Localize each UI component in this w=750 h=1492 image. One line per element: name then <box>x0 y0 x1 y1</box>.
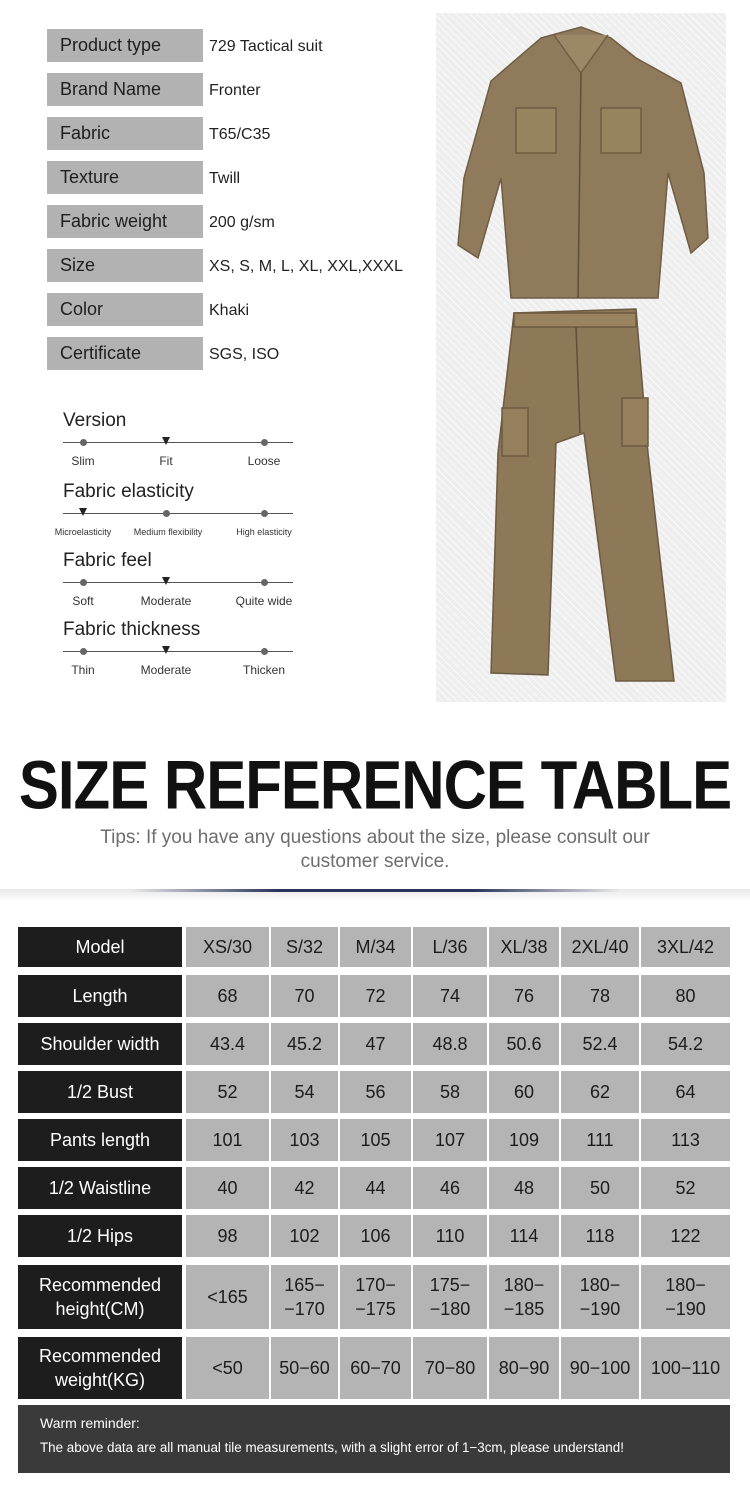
table-cell: 44 <box>340 1167 411 1209</box>
table-row-label: Length <box>18 975 182 1017</box>
scale-selected-marker <box>162 437 170 445</box>
table-cell: 170− −175 <box>340 1265 411 1329</box>
table-cell: 102 <box>271 1215 338 1257</box>
table-cell: 114 <box>489 1215 559 1257</box>
scale-option-label: Soft <box>72 594 94 608</box>
table-row-label: 1/2 Bust <box>18 1071 182 1113</box>
scale-selected-marker <box>162 577 170 585</box>
table-row-label: Recommended weight(KG) <box>18 1337 182 1399</box>
table-cell: 52 <box>641 1167 730 1209</box>
scale-track <box>63 442 293 443</box>
table-cell: 180− −190 <box>561 1265 639 1329</box>
scale-dot <box>80 439 87 446</box>
scale-option-label: Thin <box>71 663 95 677</box>
table-cell: 113 <box>641 1119 730 1161</box>
table-cell: 43.4 <box>186 1023 269 1065</box>
scale-dot <box>261 648 268 655</box>
size-column-header: M/34 <box>340 927 411 967</box>
scale-option-label: Slim <box>71 454 95 468</box>
reminder-title: Warm reminder: <box>40 1415 140 1431</box>
table-cell: 101 <box>186 1119 269 1161</box>
scale-option-label: Loose <box>247 454 281 468</box>
scale-title: Fabric elasticity <box>63 481 194 502</box>
product-photo <box>436 13 726 702</box>
table-cell: 60 <box>489 1071 559 1113</box>
scale-title: Version <box>63 410 127 431</box>
table-cell: 42 <box>271 1167 338 1209</box>
table-cell: 50.6 <box>489 1023 559 1065</box>
table-cell: 40 <box>186 1167 269 1209</box>
table-cell: 78 <box>561 975 639 1017</box>
table-cell: <165 <box>186 1265 269 1329</box>
spec-label: Fabric <box>47 117 203 150</box>
table-cell: 122 <box>641 1215 730 1257</box>
spec-label: Brand Name <box>47 73 203 106</box>
table-cell: 64 <box>641 1071 730 1113</box>
table-cell: 52 <box>186 1071 269 1113</box>
table-cell: 48.8 <box>413 1023 487 1065</box>
khaki-tactical-suit-icon <box>436 13 726 702</box>
table-header-label: Model <box>18 927 182 967</box>
spec-value: Twill <box>209 170 241 187</box>
table-cell: 111 <box>561 1119 639 1161</box>
table-cell: 62 <box>561 1071 639 1113</box>
table-cell: 45.2 <box>271 1023 338 1065</box>
spec-value: Khaki <box>209 302 250 319</box>
spec-label: Fabric weight <box>47 205 203 238</box>
reminder-text: The above data are all manual tile measurements, with a slight error of 1−3cm, please understand! <box>40 1440 624 1455</box>
table-cell: <50 <box>186 1337 269 1399</box>
table-row-label: 1/2 Waistline <box>18 1167 182 1209</box>
table-cell: 109 <box>489 1119 559 1161</box>
table-cell: 76 <box>489 975 559 1017</box>
scale-title: Fabric thickness <box>63 619 201 640</box>
table-row-label: Shoulder width <box>18 1023 182 1065</box>
scale-dot <box>261 510 268 517</box>
spec-label: Certificate <box>47 337 203 370</box>
scale-1 <box>54 481 306 547</box>
scale-track <box>63 513 293 514</box>
scale-option-label: Fit <box>159 454 173 468</box>
spec-label: Color <box>47 293 203 326</box>
size-reference-title: SIZE REFERENCE TABLE <box>18 746 732 824</box>
table-cell: 54.2 <box>641 1023 730 1065</box>
scale-dot <box>80 648 87 655</box>
scale-dot <box>80 579 87 586</box>
table-cell: 100−110 <box>641 1337 730 1399</box>
table-cell: 50−60 <box>271 1337 338 1399</box>
scale-track <box>63 582 293 583</box>
size-tips: Tips: If you have any questions about the size, please consult our customer service. <box>100 827 650 872</box>
table-cell: 110 <box>413 1215 487 1257</box>
table-cell: 103 <box>271 1119 338 1161</box>
table-cell: 46 <box>413 1167 487 1209</box>
table-cell: 80 <box>641 975 730 1017</box>
size-column-header: XS/30 <box>186 927 269 967</box>
table-row-label: 1/2 Hips <box>18 1215 182 1257</box>
scale-track <box>63 651 293 652</box>
spec-value: XS, S, M, L, XL, XXL,XXXL <box>209 258 403 275</box>
scale-selected-marker <box>79 508 87 516</box>
table-cell: 48 <box>489 1167 559 1209</box>
size-column-header: 3XL/42 <box>641 927 730 967</box>
spec-value: SGS, ISO <box>209 346 280 363</box>
scale-dot <box>163 510 170 517</box>
table-cell: 180− −185 <box>489 1265 559 1329</box>
scale-dot <box>261 579 268 586</box>
scale-option-label: Moderate <box>140 663 192 677</box>
scale-selected-marker <box>162 646 170 654</box>
scale-title: Fabric feel <box>63 550 152 571</box>
scale-dot <box>261 439 268 446</box>
size-column-header: L/36 <box>413 927 487 967</box>
table-cell: 74 <box>413 975 487 1017</box>
spec-value: T65/C35 <box>209 126 271 143</box>
table-cell: 52.4 <box>561 1023 639 1065</box>
scale-option-label: Thicken <box>242 663 286 677</box>
spec-label: Texture <box>47 161 203 194</box>
table-cell: 90−100 <box>561 1337 639 1399</box>
table-cell: 54 <box>271 1071 338 1113</box>
spec-value: 729 Tactical suit <box>209 38 323 55</box>
table-cell: 70 <box>271 975 338 1017</box>
table-cell: 105 <box>340 1119 411 1161</box>
spec-label: Size <box>47 249 203 282</box>
table-cell: 58 <box>413 1071 487 1113</box>
table-cell: 60−70 <box>340 1337 411 1399</box>
spec-label: Product type <box>47 29 203 62</box>
scale-option-label: Quite wide <box>235 594 293 608</box>
table-row-label: Recommended height(CM) <box>18 1265 182 1329</box>
table-cell: 180− −190 <box>641 1265 730 1329</box>
scale-3 <box>58 619 306 685</box>
table-cell: 106 <box>340 1215 411 1257</box>
table-cell: 72 <box>340 975 411 1017</box>
table-cell: 165− −170 <box>271 1265 338 1329</box>
size-column-header: 2XL/40 <box>561 927 639 967</box>
scale-option-label: Microelasticity <box>54 527 112 537</box>
table-cell: 98 <box>186 1215 269 1257</box>
scale-0 <box>58 410 306 476</box>
spec-value: Fronter <box>209 82 261 99</box>
warm-reminder <box>18 1405 730 1473</box>
table-cell: 68 <box>186 975 269 1017</box>
scale-option-label: Medium flexibility <box>133 527 203 537</box>
size-column-header: XL/38 <box>489 927 559 967</box>
table-cell: 56 <box>340 1071 411 1113</box>
table-cell: 80−90 <box>489 1337 559 1399</box>
scale-option-label: Moderate <box>140 594 192 608</box>
section-divider <box>0 889 750 901</box>
size-column-header: S/32 <box>271 927 338 967</box>
scale-2 <box>58 550 306 616</box>
table-cell: 47 <box>340 1023 411 1065</box>
scale-option-label: High elasticity <box>236 527 292 537</box>
table-cell: 175− −180 <box>413 1265 487 1329</box>
spec-value: 200 g/sm <box>209 214 275 231</box>
table-cell: 118 <box>561 1215 639 1257</box>
table-cell: 107 <box>413 1119 487 1161</box>
table-row-label: Pants length <box>18 1119 182 1161</box>
table-cell: 70−80 <box>413 1337 487 1399</box>
table-cell: 50 <box>561 1167 639 1209</box>
